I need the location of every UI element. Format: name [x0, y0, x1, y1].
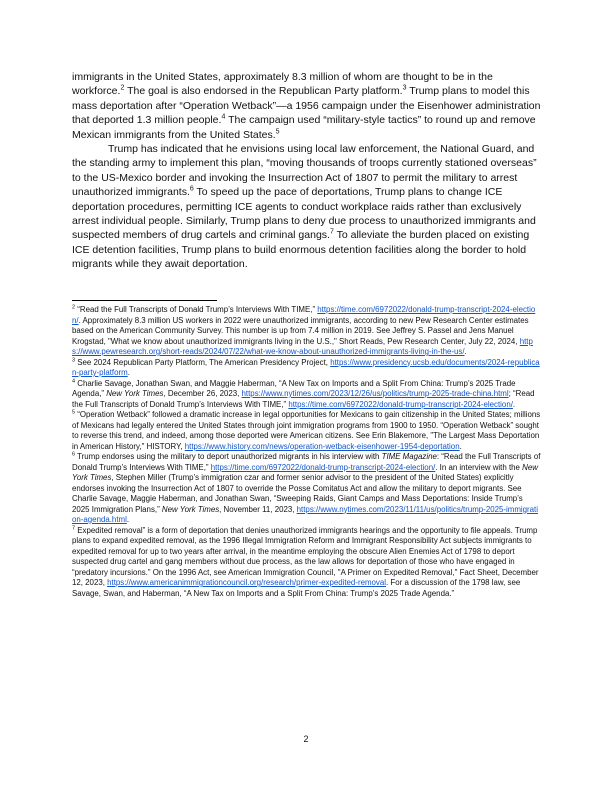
publication-title: TIME Magazine: [381, 452, 437, 461]
publication-title: New York Times: [161, 504, 220, 514]
footnote-ref[interactable]: 7: [329, 228, 334, 236]
body-text: [72, 70, 542, 272]
footnote-link[interactable]: https://www.nytimes.com/2023/11/11/us/politics/trump-2025-immigration-agenda.html: [72, 504, 538, 524]
footnote-2: [72, 305, 542, 358]
footnote-link[interactable]: https://www.history.com/news/operation-wetback-eisenhower-1954-deportation: [184, 441, 460, 451]
footnote-text: Trump endorses using the military to deport unauthorized migrants in his interview with: [75, 452, 382, 461]
footnote-link[interactable]: https://www.nytimes.com/2023/12/26/us/politics/trump-2025-trade-china.html: [241, 389, 509, 398]
text-run: Trump plans to model this mass deportation after “Operation Wetback”—a 1956 campaign under the Eisenhower administration that deported 1.3 million people.: [72, 85, 541, 127]
publication-title: New York Times: [106, 389, 164, 398]
footnote-number: 3: [72, 356, 76, 363]
footnote-link[interactable]: https://www.pewresearch.org/short-reads/2024/07/22/what-we-know-about-unauthorized-immigrants-living-in-the-us/: [72, 336, 533, 356]
text-run: Trump has indicated that he envisions using local law enforcement, the National Guard, and the standing army to implement this plan, “moving thousands of troops currently stationed overseas” to the US-Mexico border and invoking the Insurrection Act of 1807 to permit the military to arrest unauthorized immigrants.: [72, 143, 537, 199]
footnote-text: . In an interview with the: [435, 462, 523, 472]
footnote-text: “Operation Wetback” followed a dramatic increase in legal opportunities for Mexicans to gain citizenship in the United States; millions of Mexicans had legally entered the United States through joint immigration programs from 1900 to 1950. “Operation Wetback” sought to reverse this trend, and indeed, among those deported were American citizens. See Erin Blakemore, "The Largest Mass Deportation in American History," HISTORY,: [72, 410, 541, 451]
footnote-number: 2: [72, 304, 76, 311]
footnote-link[interactable]: https://www.presidency.ucsb.edu/documents/2024-republican-party-platform: [72, 357, 540, 377]
page-number: 2: [303, 734, 309, 744]
footnote-text: ; “Read the Full Transcripts of Donald Trump’s Interviews With TIME,”: [72, 389, 535, 409]
footnote-text: See 2024 Republican Party Platform, The American Presidency Project,: [75, 357, 331, 367]
footnote-text: Expedited removal” is a form of deportation that denies unauthorized immigrants hearings and the opportunity to file appeals. Trump plans to expand expedited removal, as the 1996 Illegal Immigration Reform and Immigrant Responsibility Act subjects immigrants to expedited removal for up to two years after arrival, in the meantime employing the obscure Alien Enemies Act of 1798 to deport suspected drug cartel and gang members without due process, as the law allows for deportation of those who have engaged in “predatory incursions.” On the 1996 Act, see American Immigration Council, "A Primer on Expedited Removal," Fact Sheet, December 12, 2023,: [72, 525, 539, 587]
footnote-5: [72, 410, 542, 452]
footnote-number: 7: [72, 524, 76, 531]
footnote-text: .: [512, 399, 516, 409]
footnote-number: 5: [72, 409, 76, 416]
footnotes: [72, 305, 542, 599]
footnote-link[interactable]: https://www.americanimmigrationcouncil.org/research/primer-expedited-removal: [107, 578, 387, 587]
footnote-link[interactable]: https://time.com/6972022/donald-trump-transcript-2024-election/: [288, 399, 513, 409]
footnote-text: .: [127, 368, 130, 377]
footnote-text: “Read the Full Transcripts of Donald Trump’s Interviews With TIME,”: [75, 305, 318, 314]
footnote-text: , November 11, 2023,: [219, 504, 297, 514]
footnote-ref[interactable]: 5: [275, 128, 280, 136]
footnote-4: [72, 379, 542, 411]
footnote-number: 4: [72, 377, 76, 384]
footnote-ref[interactable]: 3: [402, 84, 407, 92]
footnote-link[interactable]: https://time.com/6972022/donald-trump-transcript-2024-election/: [72, 305, 536, 325]
footnote-number: 6: [72, 451, 76, 458]
footnote-text: . Approximately 8.3 million US workers in 2022 were unauthorized immigrants, according to new Pew Research Center estimates based on the American Community Survey. This number is up from 7.4 million in 2019. See Jeffrey S. Passel and Jens Manuel Krogstad, "What we know about unauthorized immigrants living in the U.S.," Short Reads, Pew Research Center, July 22, 2024,: [72, 315, 529, 346]
footnote-text: : “Read the Full Transcripts of Donald Trump’s Interviews With TIME,”: [72, 452, 541, 472]
footnote-ref[interactable]: 2: [120, 84, 125, 92]
paragraph-1: [72, 70, 542, 142]
text-run: The goal is also endorsed in the Republican Party platform.: [124, 85, 403, 98]
text-run: immigrants in the United States, approximately 8.3 million of whom are thought to be in the workforce.: [72, 71, 493, 98]
footnote-text: Charlie Savage, Jonathan Swan, and Maggie Haberman, “A New Tax on Imports and a Split From China: Trump’s 2025 Trade Agenda,”: [72, 378, 516, 398]
footnote-ref[interactable]: 6: [189, 185, 194, 193]
footnote-3: [72, 358, 542, 379]
footnote-link[interactable]: https://time.com/6972022/donald-trump-transcript-2024-election/: [210, 462, 436, 472]
footnote-text: .: [459, 441, 462, 451]
footnote-text: , December 26, 2023,: [163, 389, 242, 398]
footnote-ref[interactable]: 4: [221, 113, 226, 121]
footnote-6: [72, 452, 542, 526]
footnote-text: .: [464, 347, 467, 356]
text-run: To alleviate the burden placed on existing ICE detention facilities, Trump plans to build enormous detention facilities along the border to hold migrants while they await deportation.: [72, 229, 530, 271]
footnote-7: [72, 526, 542, 600]
footnote-text: . For a discussion of the 1798 law, see Savage, Swan, and Haberman, “A New Tax on Imports and a Split From China: Trump’s 2025 Trade Agenda.”: [72, 578, 521, 598]
footnote-text: , Stephen Miller (Trump’s immigration czar and former senior advisor to the president of the United States) explicitly endorses invoking the Insurrection Act of 1807 to override the Posse Comitatus Act and allow the military to deport migrants. See Charlie Savage, Maggie Haberman, and Jonathan Swan, “Sweeping Raids, Giant Camps and Mass Deportations: Inside Trump’s 2025 Immigration Plans,”: [72, 473, 523, 514]
footnote-separator: [72, 300, 217, 301]
publication-title: New York Times: [72, 462, 538, 482]
footnote-text: .: [126, 515, 130, 524]
paragraph-2: [72, 142, 542, 272]
text-run: The campaign used “military-style tactics” to round up and remove Mexican immigrants from the United States.: [72, 114, 536, 141]
text-run: To speed up the pace of deportations, Trump plans to change ICE deportation procedures, permitting ICE agents to conduct workplace raids rather than exclusively arrest individual people. Similarly, Trump plans to deny due process to unauthorized immigrants and suspected members of drug cartels and criminal gangs.: [72, 186, 536, 242]
